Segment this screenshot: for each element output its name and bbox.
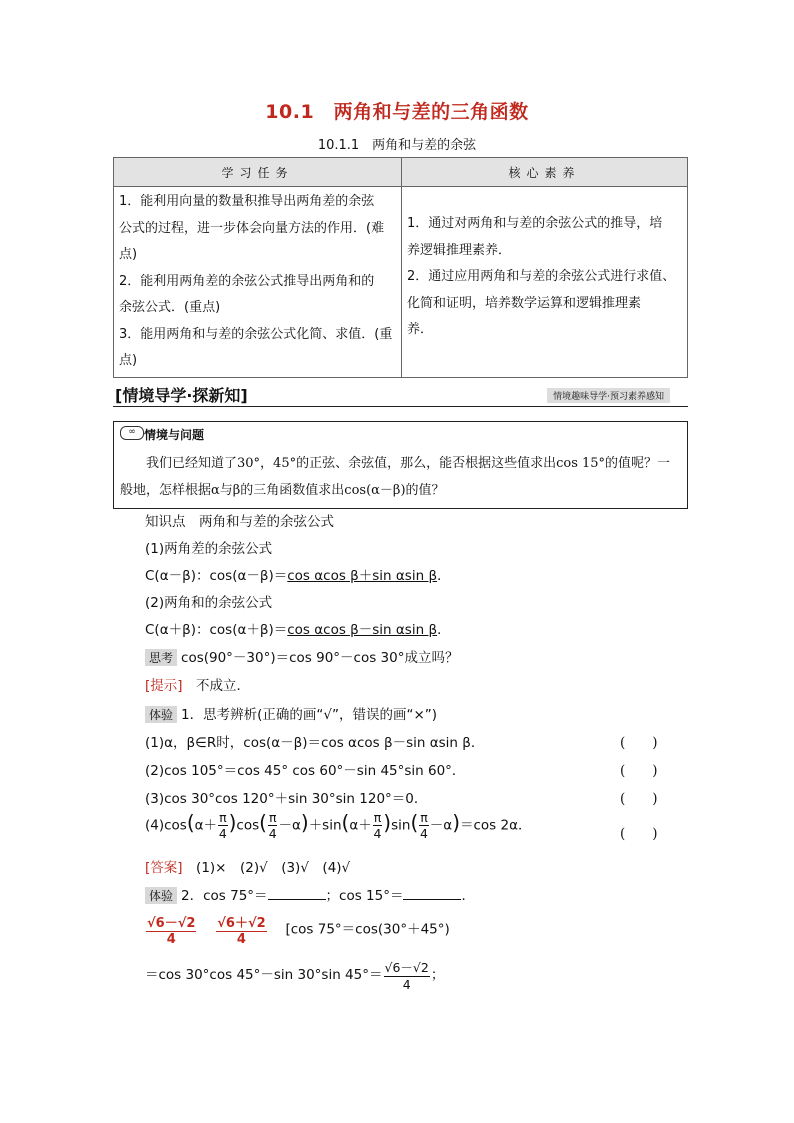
exp1-item-2: (2)cos 105°＝cos 45° cos 60°－sin 45°sin 60°． (145, 763, 466, 779)
solution-start: [cos 75°＝cos(30°＋45°) (285, 921, 450, 938)
answer-1: $\frac{√6-√2}{4}$ (146, 912, 196, 947)
literacy-line: 养． (407, 322, 434, 337)
task-line: 公式的过程，进一步体会向量方法的作用．(难 (119, 220, 385, 236)
literacy-line: 养逻辑推理素养． (407, 242, 512, 258)
formula-diff-value: cos αcos β＋sin αsin β (287, 568, 438, 584)
task-line: 3．能用两角和与差的余弦公式化简、求值．(重 (119, 326, 393, 342)
answer-2: $\frac{√6+√2}{4}$ (216, 912, 266, 947)
knowledge-item-1: (1)两角差的余弦公式 (145, 541, 273, 557)
knowledge-heading: 知识点 两角和与差的余弦公式 (145, 514, 334, 530)
hint-text: 不成立． (196, 678, 251, 694)
page-subtitle: 10.1.1 两角和与差的余弦 (317, 138, 477, 153)
answer-paren: ( ) (620, 826, 658, 842)
table-header-tasks: 学习任务 (114, 158, 402, 187)
question-part: ；cos 15°＝ (325, 888, 404, 904)
exp2-badge: 体验 (145, 887, 177, 904)
exp2-answers (145, 912, 450, 947)
period: ． (437, 622, 451, 638)
formula-sum-label: C(α＋β)：cos(α＋β)＝ (145, 622, 288, 638)
scenario-box (113, 421, 688, 509)
think-hint (145, 674, 250, 694)
task-line: 2．能利用两角差的余弦公式推导出两角和的 (119, 273, 375, 289)
answer-blank (403, 899, 461, 900)
literacy-line: 化简和证明，培养数学运算和逻辑推理素 (407, 295, 642, 311)
answer-paren: ( ) (620, 763, 658, 779)
exp1-item-1: (1)α，β∈R时，cos(α－β)＝cos αcos β－sin αsin β． (145, 735, 485, 751)
section-header (113, 382, 688, 407)
exp1-item-4: (4)cos(α＋ $\frac{\pi}{4}$ )cos( $\frac{\pi}{4}$ －α)＋sin(α＋ $\frac{\pi}{4}$ )sin( $\frac{\pi}{4}$ －α)＝cos 2α． (145, 810, 532, 841)
think-text: cos(90°－30°)＝cos 90°－cos 30°成立吗？ (181, 650, 459, 666)
formula-diff-label: C(α－β)：cos(α－β)＝ (145, 568, 288, 584)
answer-text: (1)× (2)√ (3)√ (4)√ (196, 860, 351, 876)
task-line: 余弦公式．(重点) (119, 300, 221, 315)
task-line: 1．能利用向量的数量积推导出两角差的余弦 (119, 194, 375, 209)
chat-icon: ∞ (120, 426, 144, 440)
literacy-line: 2．通过应用两角和与差的余弦公式进行求值、 (407, 269, 676, 284)
answer-paren: ( ) (620, 791, 658, 807)
period: ． (437, 568, 451, 584)
exp2-question (145, 884, 475, 904)
exp1-answer (145, 856, 350, 876)
exp1-title-text: 1．思考辨析(正确的画“√”，错误的画“×”) (181, 707, 438, 723)
exp1-badge: 体验 (145, 706, 177, 723)
formula-sum (145, 618, 451, 638)
formula-diff (145, 564, 451, 584)
exp1-title (145, 703, 437, 723)
goals-table (113, 157, 688, 378)
question-part: ． (461, 888, 475, 904)
scenario-text: 我们已经知道了30°，45°的正弦、余弦值，那么，能否根据这些值求出cos 15°的值呢？一般地，怎样根据α与β的三角函数值求出cos(α－β)的值？ (120, 456, 671, 498)
answer-blank (268, 899, 326, 900)
task-line: 点) (119, 353, 138, 368)
exp1-item-3: (3)cos 30°cos 120°＋sin 30°sin 120°＝0． (145, 791, 428, 807)
solution-line-2 (145, 958, 444, 992)
tasks-cell (114, 187, 402, 378)
table-header-literacy: 核心素养 (402, 158, 688, 187)
knowledge-item-2: (2)两角和的余弦公式 (145, 595, 273, 611)
think-badge: 思考 (145, 649, 177, 666)
solution-fraction: $\frac{√6-√2}{4}$ (384, 960, 429, 992)
task-line: 点) (119, 247, 138, 262)
item4-prefix: (4)cos (145, 817, 187, 834)
literacy-line: 1．通过对两角和与差的余弦公式的推导，培 (407, 216, 663, 231)
answer-label: [答案] (145, 860, 183, 876)
item4-suffix: ＝cos 2α． (460, 817, 532, 834)
answer-paren: ( ) (620, 735, 658, 751)
section-tag: 情境趣味导学·预习素养感知 (547, 388, 670, 403)
section-name: [情境导学·探新知] (115, 386, 248, 405)
page-title: 10.1 两角和与差的三角函数 (265, 101, 529, 123)
literacy-cell (402, 187, 688, 378)
formula-sum-value: cos αcos β－sin αsin β (287, 622, 438, 638)
semicolon: ； (430, 967, 445, 983)
scenario-title: 情境与问题 (144, 428, 205, 442)
question-part: 2．cos 75°＝ (181, 888, 268, 904)
solution-text: ＝cos 30°cos 45°－sin 30°sin 45°＝ (145, 967, 383, 983)
think-question (145, 646, 459, 666)
hint-label: [提示] (145, 678, 183, 694)
